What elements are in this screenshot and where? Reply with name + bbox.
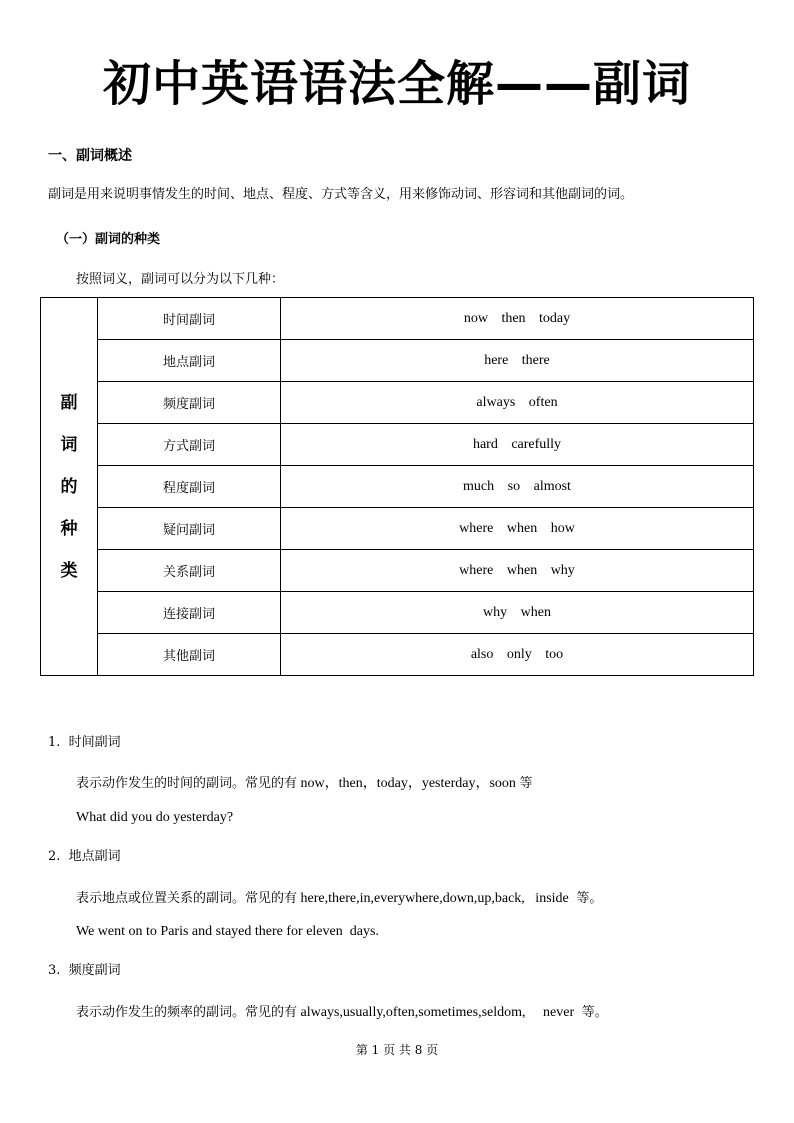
table-row xyxy=(41,592,754,634)
table-row xyxy=(41,424,754,466)
kind-examples: also only too xyxy=(281,634,754,676)
item-description xyxy=(76,889,602,909)
sub-heading-kinds: （一）副词的种类 xyxy=(56,232,161,247)
item-example: What did you do yesterday? xyxy=(76,810,234,825)
table-row xyxy=(41,382,754,424)
table-row xyxy=(41,298,754,340)
item-number: 3. xyxy=(48,963,61,978)
desc-tail: 等。 xyxy=(577,1005,608,1020)
desc-cn: 表示动作发生的频率的副词。常见的有 xyxy=(76,1005,298,1020)
desc-tail: 等 xyxy=(519,776,533,791)
kind-name: 关系副词 xyxy=(98,550,281,592)
kind-name: 地点副词 xyxy=(98,340,281,382)
item-description xyxy=(76,774,532,794)
page-title: 初中英语语法全解——副词 xyxy=(102,56,691,112)
side-label-char: 类 xyxy=(60,560,78,581)
side-label xyxy=(41,298,98,676)
kind-examples: why when xyxy=(281,592,754,634)
kind-name: 程度副词 xyxy=(98,466,281,508)
kind-examples: hard carefully xyxy=(281,424,754,466)
item-title: 时间副词 xyxy=(68,735,121,750)
desc-cn: 表示动作发生的时间的副词。常见的有 xyxy=(76,776,298,791)
table-row xyxy=(41,634,754,676)
item-heading-frequency xyxy=(48,961,121,981)
side-label-char: 副 xyxy=(60,392,78,413)
desc-en: always,usually,often,sometimes,seldom, never xyxy=(297,1005,578,1020)
item-number: 2. xyxy=(48,849,61,864)
page-footer: 第 1 页 共 8 页 xyxy=(355,1043,439,1057)
item-number: 1. xyxy=(48,735,61,750)
side-label-char: 的 xyxy=(60,476,78,497)
table-row xyxy=(41,550,754,592)
kind-name: 连接副词 xyxy=(98,592,281,634)
kind-examples: where when how xyxy=(281,508,754,550)
kind-examples: where when why xyxy=(281,550,754,592)
desc-tail: 等。 xyxy=(572,891,603,906)
table-row xyxy=(41,340,754,382)
item-example: We went on to Paris and stayed there for eleven days. xyxy=(76,924,379,939)
side-label-char: 种 xyxy=(60,518,78,539)
lead-in-text: 按照词义，副词可以分为以下几种： xyxy=(76,272,285,287)
section-heading-overview: 一、副词概述 xyxy=(48,148,132,164)
table-row xyxy=(41,466,754,508)
item-heading-place xyxy=(48,847,121,867)
adverb-kinds-table xyxy=(40,297,754,676)
kind-examples: now then today xyxy=(281,298,754,340)
kind-examples: here there xyxy=(281,340,754,382)
kind-name: 疑问副词 xyxy=(98,508,281,550)
item-description xyxy=(76,1003,608,1023)
side-label-char: 词 xyxy=(60,434,78,455)
kind-name: 频度副词 xyxy=(98,382,281,424)
item-title: 地点副词 xyxy=(68,849,121,864)
intro-paragraph: 副词是用来说明事情发生的时间、地点、程度、方式等含义，用来修饰动词、形容词和其他副词的词。 xyxy=(48,187,634,202)
item-heading-time xyxy=(48,733,121,753)
kind-name: 时间副词 xyxy=(98,298,281,340)
kind-name: 方式副词 xyxy=(98,424,281,466)
kind-examples: always often xyxy=(281,382,754,424)
desc-en: now，then，today，yesterday，soon xyxy=(297,776,520,791)
kind-name: 其他副词 xyxy=(98,634,281,676)
kind-examples: much so almost xyxy=(281,466,754,508)
item-title: 频度副词 xyxy=(68,963,121,978)
desc-cn: 表示地点或位置关系的副词。常见的有 xyxy=(76,891,298,906)
table-row xyxy=(41,508,754,550)
desc-en: here,there,in,everywhere,down,up,back, inside xyxy=(297,891,573,906)
